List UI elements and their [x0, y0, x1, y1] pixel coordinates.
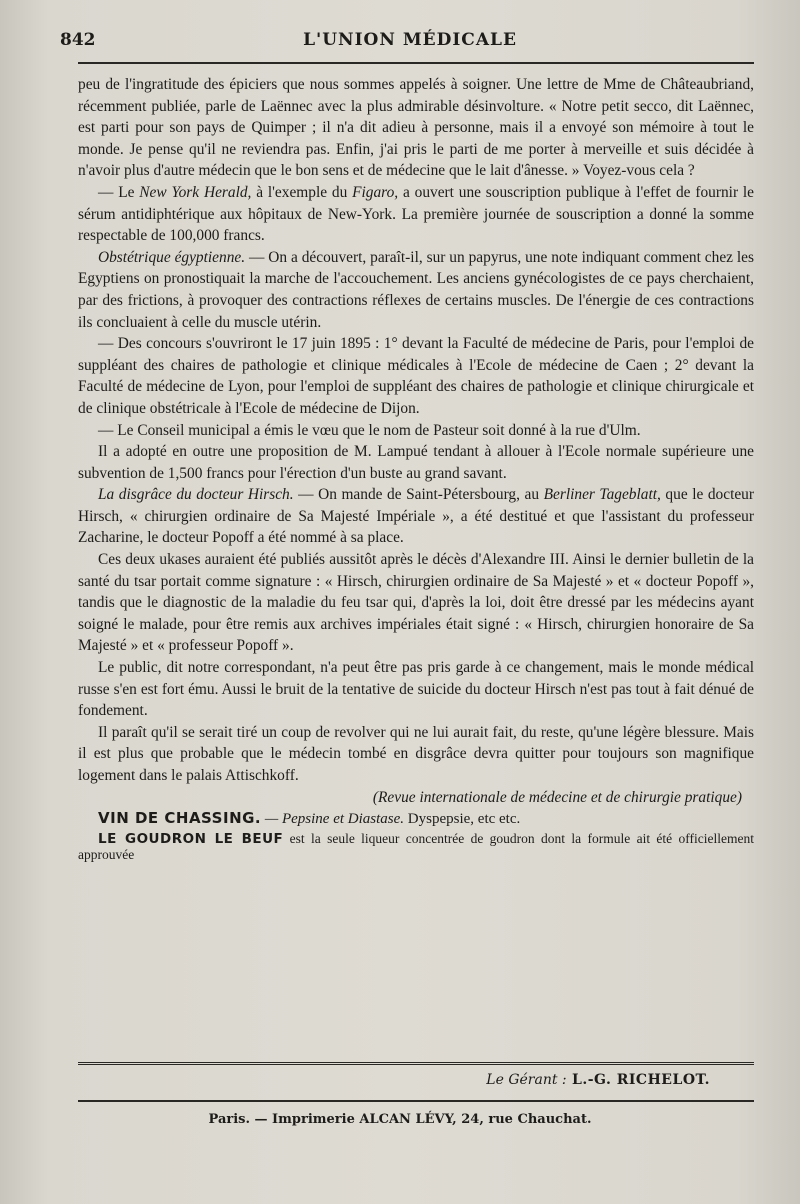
printer-imprint: Paris. — Imprimerie ALCAN LÉVY, 24, rue Chauchat.: [208, 1112, 592, 1127]
gerant-signature: [486, 1072, 710, 1088]
footer-rule: [78, 1062, 754, 1069]
gerant-label: Le Gérant :: [486, 1072, 567, 1088]
newspaper-name: Berliner Tageblatt,: [543, 486, 661, 504]
imprint-rule: [78, 1100, 754, 1102]
paragraph-lampue: Il a adopté en outre une proposition de M. Lampué tendant à allouer à l'Ecole normale supérieure une subvention de 1,500 francs pour l'érection d'un buste au grand savant.: [78, 443, 754, 482]
text: est la seule liqueur concentrée de goudron dont la formule ait été officiellement approuvée: [78, 830, 754, 862]
ad-brand: LE GOUDRON LE BEUF: [98, 830, 284, 847]
text: — On a découvert, paraît-il, sur un papyrus, une note indiquant comment chez les Egyptiens on pronostiquait la marche de l'accouchement. Les anciens gynécologistes de ce pays cherchaient, par des frictions, à provoquer des contractions réflexes de certains muscles. De l'énergie de ces contractions ils concluaient à celle du muscle utérin.: [78, 248, 754, 331]
paragraph-hirsch: [78, 484, 754, 549]
text: Dyspepsie, etc etc.: [404, 811, 521, 828]
paragraph-revolver: Il paraît qu'il se serait tiré un coup de revolver qui ne lui aurait fait, du reste, qu'une légère blessure. Mais il est plus que probable que le médecin tombé en disgrâce devra quitter pour toujours son magnifique logement dans le palais Attischkoff.: [78, 723, 754, 784]
text: que le docteur Hirsch, « chirurgien ordinaire de Sa Majesté Impériale », a été destitué et que l'assistant du professeur Zacharine, le docteur Popoff a été nommé à sa place.: [78, 486, 754, 547]
page-number: 842: [60, 30, 96, 50]
paragraph-concours: — Des concours s'ouvriront le 17 juin 1895 : 1° devant la Faculté de médecine de Paris, pour l'emploi de suppléant des chaires de pathologie et clinique médicales à l'Ecole de médecine de Caen ; 2° devant la Faculté de médecine de Lyon, pour l'emploi de suppléant des chaires de pathologie et clinique chirurgicale et de clinique obstétricale à l'Ecole de médecine de Dijon.: [78, 335, 754, 417]
source-citation: (Revue internationale de médecine et de chirurgie pratique): [372, 788, 742, 806]
gerant-name: L.-G. RICHELOT.: [566, 1072, 710, 1088]
running-head: L'UNION MÉDICALE: [303, 30, 517, 50]
text: — Le: [98, 183, 140, 201]
paragraph-laennec: peu de l'ingratitude des épiciers que nous sommes appelés à soigner. Une lettre de Mme de Châteaubriand, récemment publiée, parle de Laënnec avec la plus admirable désinvolture. « Notre petit secco, dit Laënnec, est parti pour son pays de Quimper ; il n'a dit adieu à personne, mais il a envoyé son mémoire à tout le monde. Je pense qu'il ne reviendra pas. Enfin, j'ai pris le parti de me porter à merveille et suis décidée à n'avoir plus d'autre médecin que le bon sens et de médecine que le lait d'ânesse. » Voyez-vous cela ?: [78, 76, 754, 180]
newspaper-name: New York Herald,: [139, 183, 252, 201]
header-rule: [78, 62, 754, 64]
advertisement-goudron: [78, 831, 754, 862]
text: à l'exemple du: [251, 183, 353, 201]
section-title: La disgrâce du docteur Hirsch.: [98, 486, 294, 504]
text: — On mande de Saint-Pétersbourg, au: [293, 486, 544, 504]
paragraph-obstetrique: [78, 247, 754, 333]
paragraph-ukases: Ces deux ukases auraient été publiés aussitôt après le décès d'Alexandre III. Ainsi le dernier bulletin de la santé du tsar portait comme signature : « Hirsch, chirurgien ordinaire de Sa Majesté » et « docteur Popoff », tandis que le diagnostic de la maladie du feu tsar qui, d'après la loi, doit être dressé par les médecins ayant soigné le malade, pour être remis aux archives impériales était signé : « Hirsch, chirurgien honoraire de Sa Majesté » et « professeur Popoff ».: [78, 551, 754, 655]
advertisement-vin: [78, 808, 754, 831]
page-header: [60, 28, 760, 58]
text: a ouvert une souscription publique à l'effet de fournir le sérum antidiphtérique aux hôpitaux de New-York. La première journée de souscription a donné la somme respectable de 100,000 francs.: [78, 183, 755, 245]
paragraph-public: Le public, dit notre correspondant, n'a peut être pas pris garde à ce changement, mais le monde médical russe s'en est fort ému. Aussi le bruit de la tentative de suicide du docteur Hirsch n'est pas tout à fait dénué de fondement.: [78, 659, 754, 720]
section-title: Obstétrique égyptienne.: [98, 248, 246, 266]
article-body: [78, 74, 754, 862]
newspaper-name: Figaro,: [352, 183, 399, 201]
paragraph-herald: [78, 182, 754, 247]
ad-brand: VIN DE CHASSING.: [98, 809, 262, 828]
ad-product: — Pepsine et Diastase.: [261, 811, 405, 828]
paragraph-conseil: — Le Conseil municipal a émis le vœu que le nom de Pasteur soit donné à la rue d'Ulm.: [98, 421, 641, 439]
